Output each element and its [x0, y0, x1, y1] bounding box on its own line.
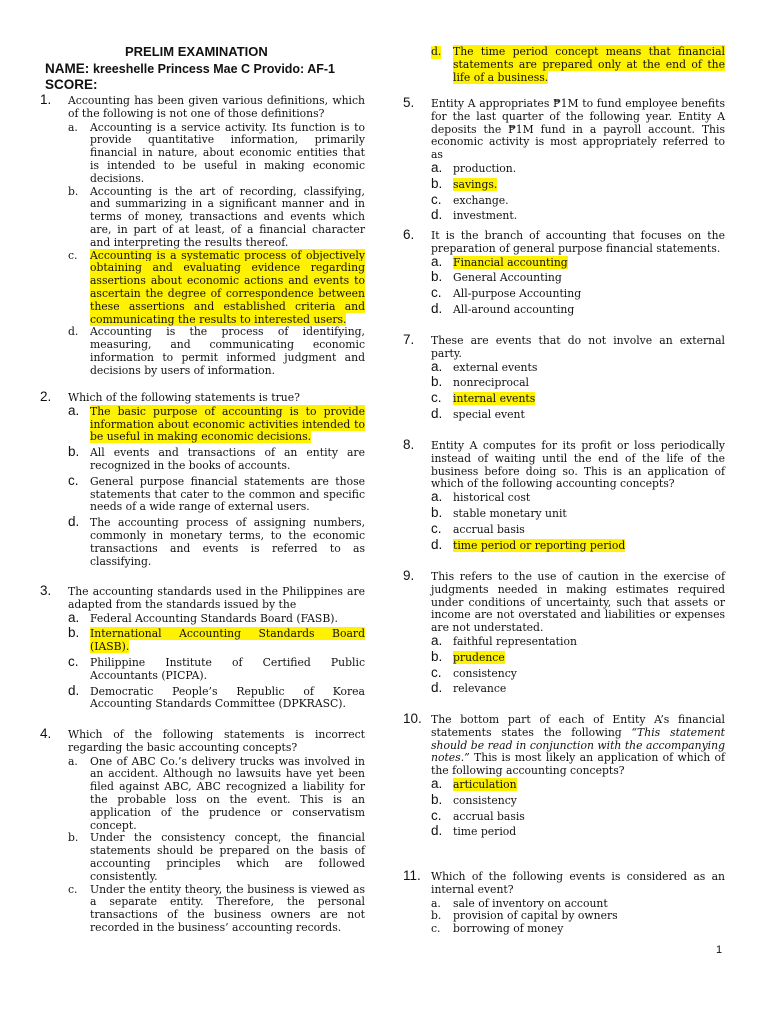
option-letter: c.	[431, 520, 442, 536]
answer-option	[68, 625, 365, 654]
option-text: accrual basis	[453, 809, 525, 823]
option-text: One of ABC Co.’s delivery trucks was involved in an accident. Although no lawsuits have yet been filed against ABC, ABC recognized a liability for the probable loss on the event. This is an application of the prudence or conservatism concept.	[90, 754, 365, 832]
question-6	[403, 227, 725, 320]
question-text-part: This is most likely an application of which of the following accounting concepts?	[431, 751, 725, 778]
answer-option	[68, 653, 365, 683]
answer-option	[431, 374, 725, 390]
option-text: provision of capital by owners	[453, 909, 618, 923]
option-list	[403, 489, 725, 552]
option-letter: c.	[431, 191, 442, 207]
option-letter: d.	[431, 300, 443, 316]
answer-option	[68, 444, 365, 473]
question-text-part: The bottom part of each of Entity A’s financial statements states the following	[431, 713, 725, 739]
answer-option	[431, 405, 725, 422]
question-text	[431, 714, 725, 778]
answer-option	[431, 253, 725, 270]
answer-option	[431, 648, 725, 665]
option-list	[403, 46, 725, 84]
answer-option	[431, 823, 725, 839]
option-text: borrowing of money	[453, 922, 564, 936]
answer-option	[431, 175, 725, 192]
option-text: All events and transactions of an entity are recognized in the books of accounts.	[90, 446, 365, 472]
question-number: 10.	[403, 711, 422, 726]
answer-option	[68, 186, 365, 250]
option-text: exchange.	[453, 193, 509, 207]
option-letter: b.	[431, 791, 443, 807]
option-letter: b.	[68, 625, 80, 641]
option-text: sale of inventory on account	[453, 896, 608, 910]
highlighted-answer: articulation	[453, 777, 517, 791]
option-text: General purpose financial statements are those statements that cater to the common and specific needs of a wide range of external users.	[90, 474, 365, 514]
option-text: Under the consistency concept, the financial statements should be prepared on the basis of accounting principles which are followed consistently.	[90, 831, 365, 883]
answer-option	[431, 807, 725, 824]
option-list	[403, 159, 725, 223]
option-letter: d.	[431, 823, 443, 839]
option-list	[40, 122, 365, 378]
option-text: Under the entity theory, the business is viewed as a separate entity. Therefore, the personal transactions of the business owners are not recorded in the business’ accounting records.	[90, 882, 365, 934]
highlighted-answer: Financial accounting	[453, 255, 568, 269]
option-letter: a.	[431, 253, 443, 269]
option-letter: c.	[68, 882, 78, 896]
question-number: 5.	[403, 95, 415, 110]
option-text: All-purpose Accounting	[453, 287, 582, 301]
option-letter: c.	[431, 922, 441, 936]
option-text: Accounting is a service activity. Its function is to provide quantitative information, primarily financial in nature, about economic entities that is intended to be useful in making economic decisions.	[90, 120, 365, 185]
answer-option	[68, 122, 365, 186]
answer-option	[431, 632, 725, 649]
option-letter: c.	[431, 285, 442, 301]
question-text: Accounting has been given various definitions, which of the following is not one of those definitions?	[68, 94, 365, 120]
option-list	[403, 253, 725, 317]
answer-option	[431, 191, 725, 208]
option-letter: c.	[431, 807, 442, 823]
option-letter: d.	[431, 536, 443, 552]
question-1	[40, 92, 365, 378]
option-text: Democratic People’s Republic of Korea Accounting Standards Committee (DPKRASC).	[90, 684, 365, 711]
option-letter: d.	[68, 325, 79, 339]
option-letter: d.	[431, 45, 442, 58]
question-text: This refers to the use of caution in the exercise of judgments needed in making estimates required under conditions of uncertainty, such that assets or income are not overstated and liabilities or expenses are not understated.	[431, 570, 725, 635]
question-number: 9.	[403, 568, 415, 583]
option-letter: b.	[68, 184, 79, 198]
question-text: The accounting standards used in the Philippines are adapted from the standards issued by the	[68, 585, 365, 611]
answer-option	[431, 300, 725, 317]
option-text: All-around accounting	[453, 302, 575, 316]
highlighted-answer: savings.	[453, 177, 498, 191]
option-text: Accounting is the art of recording, classifying, and summarizing in a significant manner and in terms of money, transactions and events which are, in part of at least, of a financial character and interpreting the results thereof.	[90, 184, 365, 249]
option-text: special event	[453, 407, 525, 421]
answer-option	[431, 207, 725, 223]
page-number: 1	[716, 944, 723, 956]
answer-option	[431, 489, 725, 505]
question-number: 2.	[40, 389, 52, 404]
option-list	[403, 358, 725, 422]
option-letter: c.	[68, 472, 79, 488]
answer-option	[431, 269, 725, 285]
question-text: It is the branch of accounting that focuses on the preparation of general purpose financial statements.	[431, 229, 725, 255]
option-letter: a.	[431, 775, 443, 791]
answer-option	[431, 46, 725, 84]
highlighted-answer: International Accounting Standards Board (IASB).	[90, 627, 365, 654]
option-letter: a.	[431, 896, 441, 910]
option-letter: d.	[431, 680, 443, 696]
highlighted-answer: The basic purpose of accounting is to provide information about economic activities intended to be useful in making economic decisions.	[90, 404, 365, 444]
option-list	[403, 898, 725, 936]
question-text: Which of the following events is considered as an internal event?	[431, 870, 725, 896]
answer-option	[68, 514, 365, 568]
option-letter: d.	[431, 405, 443, 421]
option-text: time period	[453, 825, 517, 839]
option-letter: a.	[68, 754, 78, 768]
option-letter: b.	[431, 175, 443, 191]
option-letter: a.	[431, 489, 443, 505]
name-label: NAME:	[45, 61, 90, 76]
question-7	[403, 332, 725, 425]
answer-option	[431, 791, 725, 808]
answer-option	[431, 680, 725, 696]
question-number: 3.	[40, 583, 52, 598]
answer-option	[431, 159, 725, 176]
option-letter: b.	[431, 374, 443, 390]
answer-option	[431, 775, 725, 792]
option-text: faithful representation	[453, 634, 577, 648]
option-letter: a.	[431, 632, 443, 648]
option-text: production.	[453, 161, 517, 175]
question-text: These are events that do not involve an external party.	[431, 334, 725, 360]
highlighted-answer: Accounting is a systematic process of objectively obtaining and evaluating evidence regarding assertions about economic actions and events to ascertain the degree of correspondence between these assertions and established criteria and communicating the results to interested users.	[90, 248, 365, 326]
answer-option	[68, 402, 365, 444]
option-list	[40, 756, 365, 935]
answer-option	[68, 609, 365, 626]
option-letter: c.	[431, 390, 442, 406]
question-text: Which of the following statements is true?	[68, 391, 300, 404]
score-line: SCORE:	[45, 77, 98, 92]
option-letter: c.	[68, 653, 79, 669]
option-text: relevance	[453, 682, 507, 696]
option-letter: a.	[431, 159, 443, 175]
question-number: 11.	[403, 868, 421, 883]
name-line	[45, 61, 335, 76]
option-text: consistency	[453, 793, 517, 807]
answer-option	[431, 390, 725, 406]
question-text: Which of the following statements is incorrect regarding the basic accounting concepts?	[68, 728, 365, 754]
question-text: Entity A computes for its profit or loss periodically instead of waiting until the end of the life of the business before doing so. This is an application of which of the following accounting concepts?	[431, 439, 725, 491]
question-number: 8.	[403, 437, 415, 452]
answer-option	[431, 504, 725, 521]
question-number: 7.	[403, 332, 415, 347]
question-text: Entity A appropriates ₱1M to fund employee benefits for the last quarter of the following year. Entity A deposits the ₱1M fund in a payroll account. This economic activity is most appropriately referred to as	[431, 97, 725, 162]
option-text: The accounting process of assigning numbers, commonly in monetary terms, to the economic transactions and events is referred to as classifying.	[90, 516, 365, 568]
option-letter: c.	[68, 248, 78, 262]
answer-option	[68, 682, 365, 712]
option-text: consistency	[453, 666, 517, 680]
option-text: external events	[453, 360, 538, 374]
highlighted-answer: internal events	[453, 392, 536, 406]
question-number: 4.	[40, 726, 52, 741]
question-3	[40, 583, 365, 714]
option-text: nonreciprocal	[453, 376, 529, 390]
option-letter: b.	[431, 504, 443, 520]
option-letter: b.	[431, 648, 443, 664]
answer-option	[431, 358, 725, 375]
answer-option	[68, 756, 365, 833]
question-5	[403, 95, 725, 226]
highlighted-answer: time period or reporting period	[453, 538, 626, 552]
option-letter: b.	[68, 831, 79, 845]
answer-option	[68, 884, 365, 935]
option-text: investment.	[453, 209, 518, 223]
option-text: historical cost	[453, 491, 531, 505]
option-text: Accounting is the process of identifying, measuring, and communicating economic information to permit informed judgment and decisions by users of information.	[90, 325, 365, 377]
option-letter: c.	[431, 664, 442, 680]
exam-title: PRELIM EXAMINATION	[125, 44, 268, 59]
question-8	[403, 437, 725, 555]
option-list	[403, 632, 725, 696]
question-4-continued	[403, 45, 725, 84]
question-text-part: “This statement should be read in conjunction with the accompanying notes.”	[431, 725, 725, 765]
option-text: stable monetary unit	[453, 506, 567, 520]
answer-option	[431, 285, 725, 301]
option-letter: d.	[68, 514, 80, 530]
option-letter: a.	[68, 609, 80, 625]
question-2	[40, 389, 365, 571]
option-list	[403, 775, 725, 839]
question-4	[40, 726, 365, 935]
answer-option	[68, 250, 365, 327]
answer-option	[431, 664, 725, 681]
question-10	[403, 711, 725, 842]
option-letter: b.	[431, 909, 442, 923]
option-letter: d.	[68, 682, 80, 698]
option-letter: a.	[431, 358, 443, 374]
option-text: Philippine Institute of Certified Public Accountants (PICPA).	[90, 655, 365, 682]
highlighted-answer: prudence	[453, 650, 505, 664]
answer-option	[68, 472, 365, 514]
student-name: kreeshelle Princess Mae C Provido: AF-1	[93, 62, 336, 76]
option-letter: a.	[68, 120, 78, 134]
answer-option	[68, 326, 365, 377]
question-number: 1.	[40, 92, 52, 107]
option-letter: d.	[431, 207, 443, 223]
question-11	[403, 868, 725, 936]
option-text: Federal Accounting Standards Board (FASB).	[90, 611, 338, 625]
option-text: General Accounting	[453, 271, 562, 285]
answer-option	[68, 832, 365, 883]
option-letter: a.	[68, 402, 80, 418]
highlighted-answer: The time period concept means that financial statements are prepared only at the end of the life of a business.	[453, 45, 725, 84]
option-letter: b.	[68, 444, 80, 460]
option-list	[40, 609, 365, 712]
question-9	[403, 568, 725, 699]
option-list	[40, 402, 365, 569]
answer-option	[431, 520, 725, 537]
option-letter: b.	[431, 269, 443, 285]
option-text: accrual basis	[453, 522, 525, 536]
question-number: 6.	[403, 227, 415, 242]
answer-option	[431, 923, 725, 936]
answer-option	[431, 536, 725, 553]
